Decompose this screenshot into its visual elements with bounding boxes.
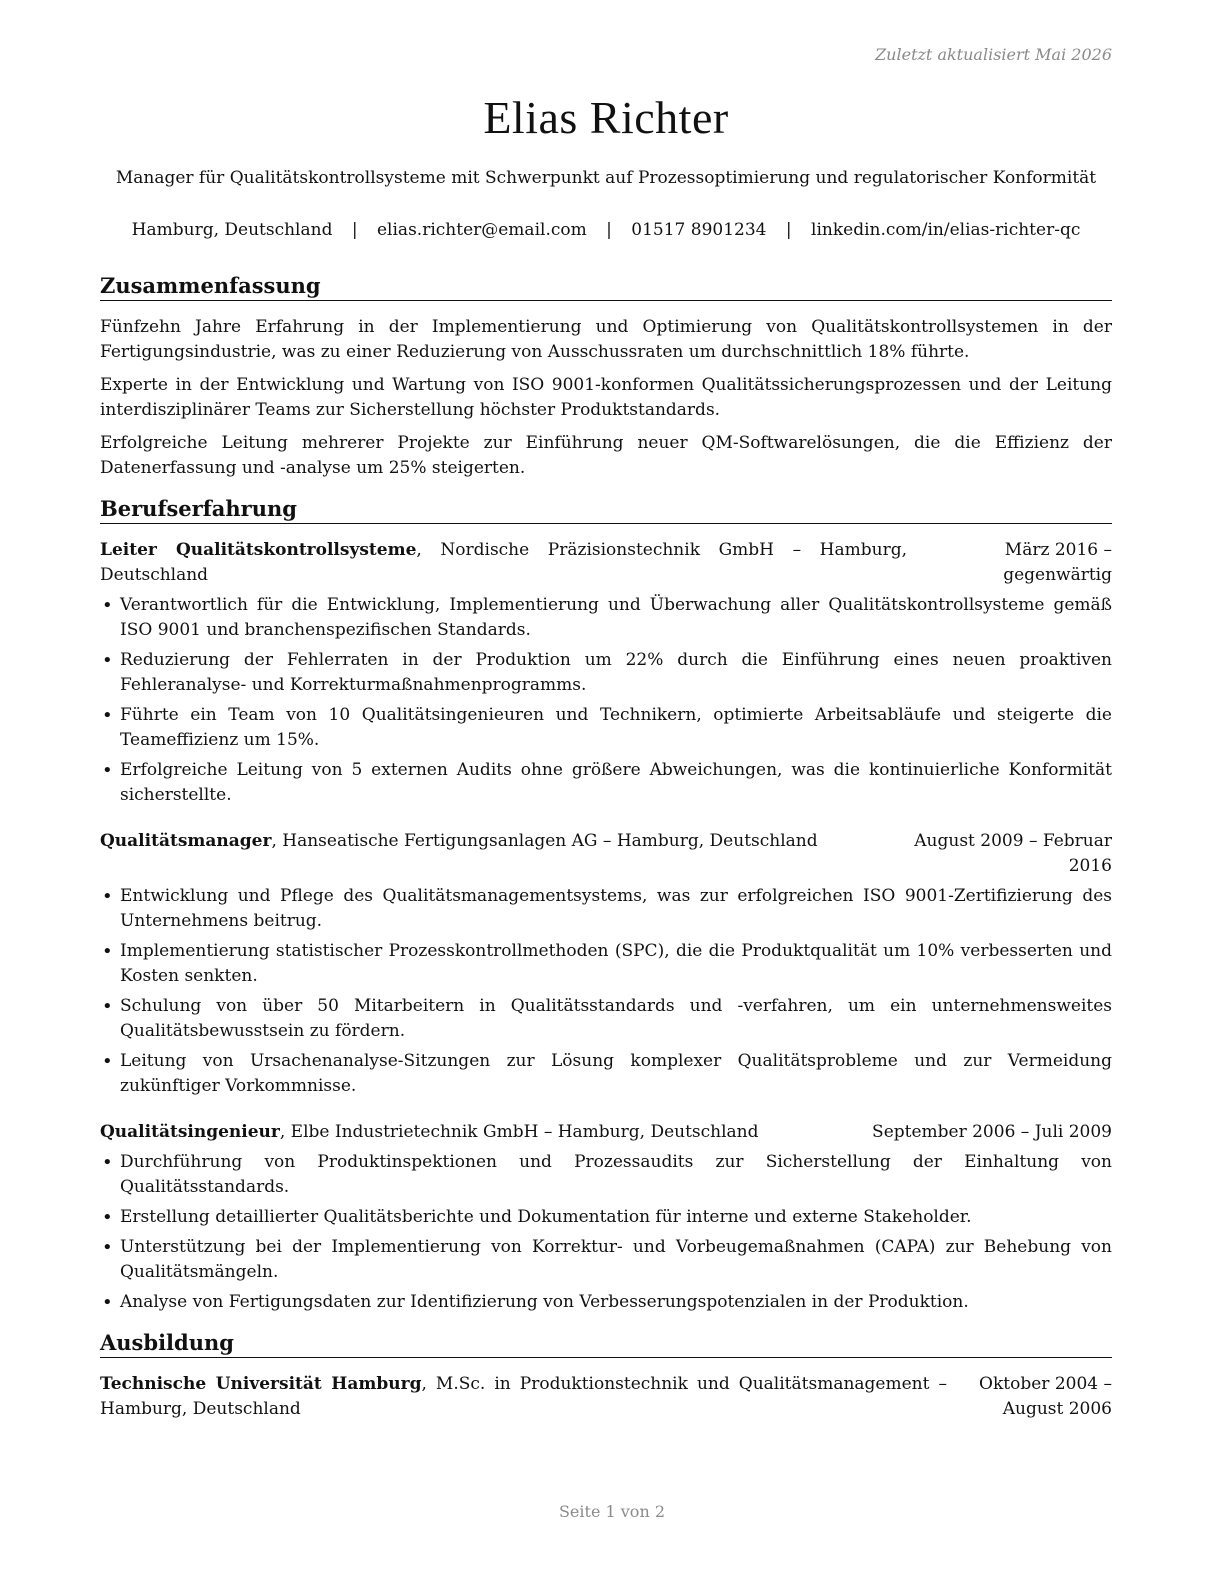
experience-section [100,495,1112,1315]
job-bullet: • Verantwortlich für die Entwicklung, Implementierung und Überwachung aller Qualitätskontrollsysteme gemäß ISO 9001 und branchenspezifischen Standards. [100,593,1112,643]
job-title-line [100,538,907,588]
person-name: Elias Richter [483,92,729,143]
job-bullets [100,593,1112,808]
contact-separator: | [351,220,358,240]
job-bullet: • Reduzierung der Fehlerraten in der Produktion um 22% durch die Einführung eines neuen proaktiven Fehleranalyse- und Korrekturmaßnahmenprogramms. [100,648,1112,698]
education-school: Technische Universität Hamburg [100,1374,422,1394]
job-header [100,1120,1112,1145]
contact-email: elias.richter@email.com [377,220,587,240]
job-org: , Elbe Industrietechnik GmbH – Hamburg, Deutschland [279,1122,759,1142]
job-bullet: • Erfolgreiche Leitung von 5 externen Audits ohne größere Abweichungen, was die kontinuierliche Konformität sicherstellte. [100,758,1112,808]
job-role: Qualitätsmanager [100,831,272,851]
education-title: Ausbildung [100,1329,1112,1358]
education-entry [100,1372,1112,1422]
job-bullet: • Schulung von über 50 Mitarbeitern in Qualitätsstandards und -verfahren, um ein unternehmensweites Qualitätsbewusstsein zu fördern. [100,994,1112,1044]
summary-paragraph: Fünfzehn Jahre Erfahrung in der Implementierung und Optimierung von Qualitätskontrollsystemen in der Fertigungsindustrie, was zu einer Reduzierung von Ausschussraten um durchschnittlich 18% führte. [100,317,1112,362]
job-bullet: • Leitung von Ursachenanalyse-Sitzungen zur Lösung komplexer Qualitätsprobleme und zur Vermeidung zukünftiger Vorkommnisse. [100,1049,1112,1099]
job-entry [100,538,1112,808]
job-dates: März 2016 – gegenwärtig [1003,540,1112,585]
job-role: Leiter Qualitätskontrollsysteme [100,540,417,560]
education-header [100,1372,1112,1422]
job-org: , Nordische Präzisionstechnik GmbH – Hamburg, Deutschland [100,540,907,585]
page-number: Seite 1 von 2 [558,1502,666,1521]
job-header [100,538,1112,588]
contact-linkedin: linkedin.com/in/elias-richter-qc [811,220,1081,240]
education-dates: Oktober 2004 – August 2006 [979,1374,1112,1419]
contact-separator: | [606,220,612,240]
education-degree: , M.Sc. in Produktionstechnik und Qualitätsmanagement – Hamburg, Deutschland [100,1374,947,1419]
job-entry [100,1120,1112,1315]
job-bullet: • Erstellung detaillierter Qualitätsberichte und Dokumentation für interne und externe Stakeholder. [100,1205,1112,1230]
job-dates: September 2006 – Juli 2009 [872,1122,1112,1142]
job-bullet: • Durchführung von Produktinspektionen und Prozessaudits zur Sicherstellung der Einhaltung von Qualitätsstandards. [100,1150,1112,1200]
job-bullet: • Entwicklung und Pflege des Qualitätsmanagementsystems, was zur erfolgreichen ISO 9001-Zertifizierung des Unternehmens beitrug. [100,884,1112,934]
contact-phone: 01517 8901234 [631,220,767,240]
resume-content [100,0,1112,1422]
job-header [100,829,1112,879]
tagline: Manager für Qualitätskontrollsysteme mit Schwerpunkt auf Prozessoptimierung und regulatorischer Konformität [115,168,1097,188]
summary-paragraph: Erfolgreiche Leitung mehrerer Projekte zur Einführung neuer QM-Softwarelösungen, die die Effizienz der Datenerfassung und -analyse um 25% steigerten. [100,433,1112,478]
contact-line [100,218,1112,242]
education-section [100,1329,1112,1422]
job-org: , Hanseatische Fertigungsanlagen AG – Hamburg, Deutschland [271,831,818,851]
job-bullets [100,1150,1112,1315]
job-bullet: • Analyse von Fertigungsdaten zur Identifizierung von Verbesserungspotenzialen in der Produktion. [100,1290,1112,1315]
contact-location: Hamburg, Deutschland [131,220,333,240]
job-bullet: • Implementierung statistischer Prozesskontrollmethoden (SPC), die die Produktqualität um 10% verbesserten und Kosten senkten. [100,939,1112,989]
job-bullet: • Unterstützung bei der Implementierung von Korrektur- und Vorbeugemaßnahmen (CAPA) zur Behebung von Qualitätsmängeln. [100,1235,1112,1285]
job-bullets [100,884,1112,1099]
summary-paragraph: Experte in der Entwicklung und Wartung von ISO 9001-konformen Qualitätssicherungsprozessen und der Leitung interdisziplinärer Teams zur Sicherstellung höchster Produktstandards. [100,375,1112,420]
experience-list [100,538,1112,1315]
job-dates: August 2009 – Februar 2016 [914,831,1112,876]
contact-separator: | [785,220,792,240]
job-entry [100,829,1112,1099]
summary-title: Zusammenfassung [100,272,1112,301]
job-bullet: • Führte ein Team von 10 Qualitätsingenieuren und Technikern, optimierte Arbeitsabläufe und steigerte die Teameffizienz um 15%. [100,703,1112,753]
last-updated-note: Zuletzt aktualisiert Mai 2026 [875,45,1112,64]
experience-title: Berufserfahrung [100,495,1112,524]
summary-body [100,315,1112,481]
job-title-line [100,1120,872,1145]
job-role: Qualitätsingenieur [100,1122,280,1142]
summary-section [100,272,1112,481]
job-title-line [100,829,872,854]
education-line [100,1372,947,1422]
